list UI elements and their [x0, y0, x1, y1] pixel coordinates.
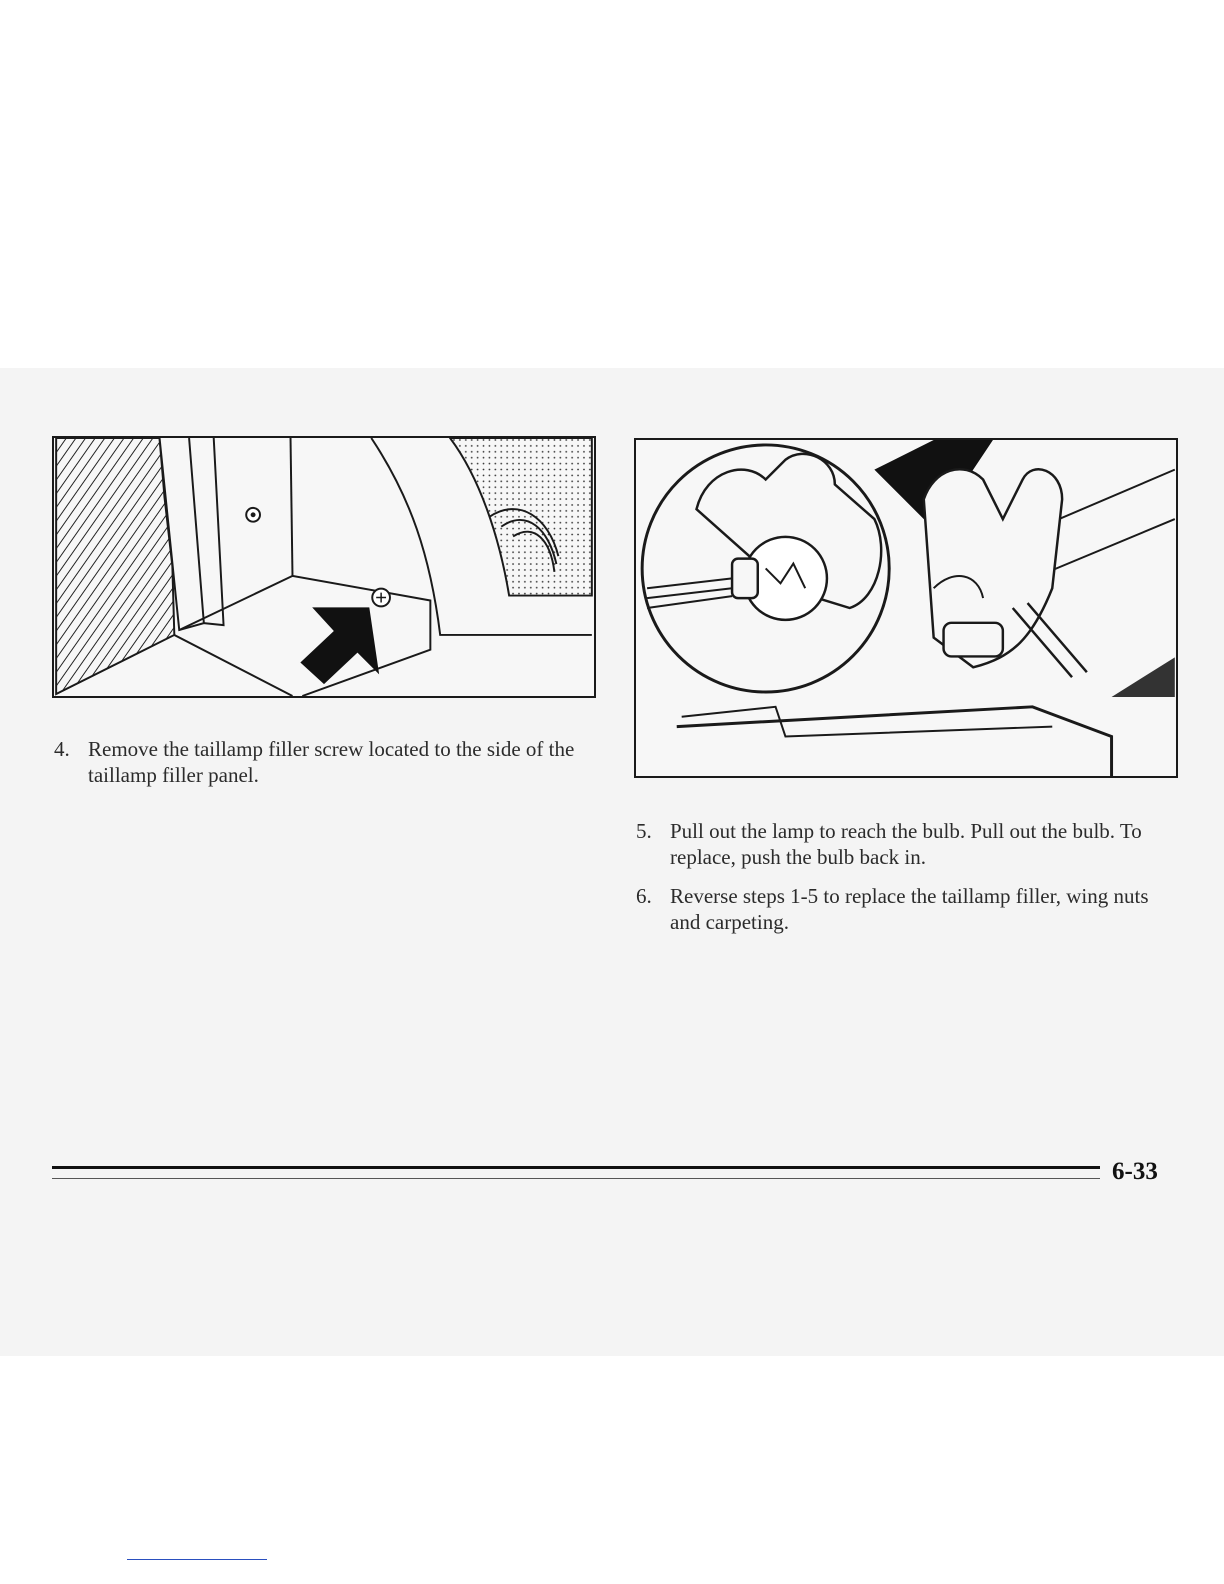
step-text: Reverse steps 1-5 to replace the taillamp filler, wing nuts and carpeting. — [670, 884, 1149, 934]
taillamp-filler-illustration — [52, 436, 596, 698]
step-text: Pull out the lamp to reach the bulb. Pull out the bulb. To replace, push the bulb back in. — [670, 819, 1142, 869]
step-number: 4. — [54, 737, 70, 761]
bulb-removal-illustration — [634, 438, 1178, 778]
footer-rule — [52, 1166, 1100, 1169]
footer-rule-thin — [52, 1178, 1100, 1179]
step-6 — [636, 883, 1176, 939]
step-5 — [636, 818, 1176, 874]
page-number: 6-33 — [1112, 1158, 1158, 1185]
link-underline — [127, 1559, 267, 1560]
step-number: 6. — [636, 884, 652, 908]
step-number: 5. — [636, 819, 652, 843]
step-4 — [54, 736, 594, 792]
step-text: Remove the taillamp filler screw located to the side of the taillamp filler panel. — [88, 737, 575, 787]
